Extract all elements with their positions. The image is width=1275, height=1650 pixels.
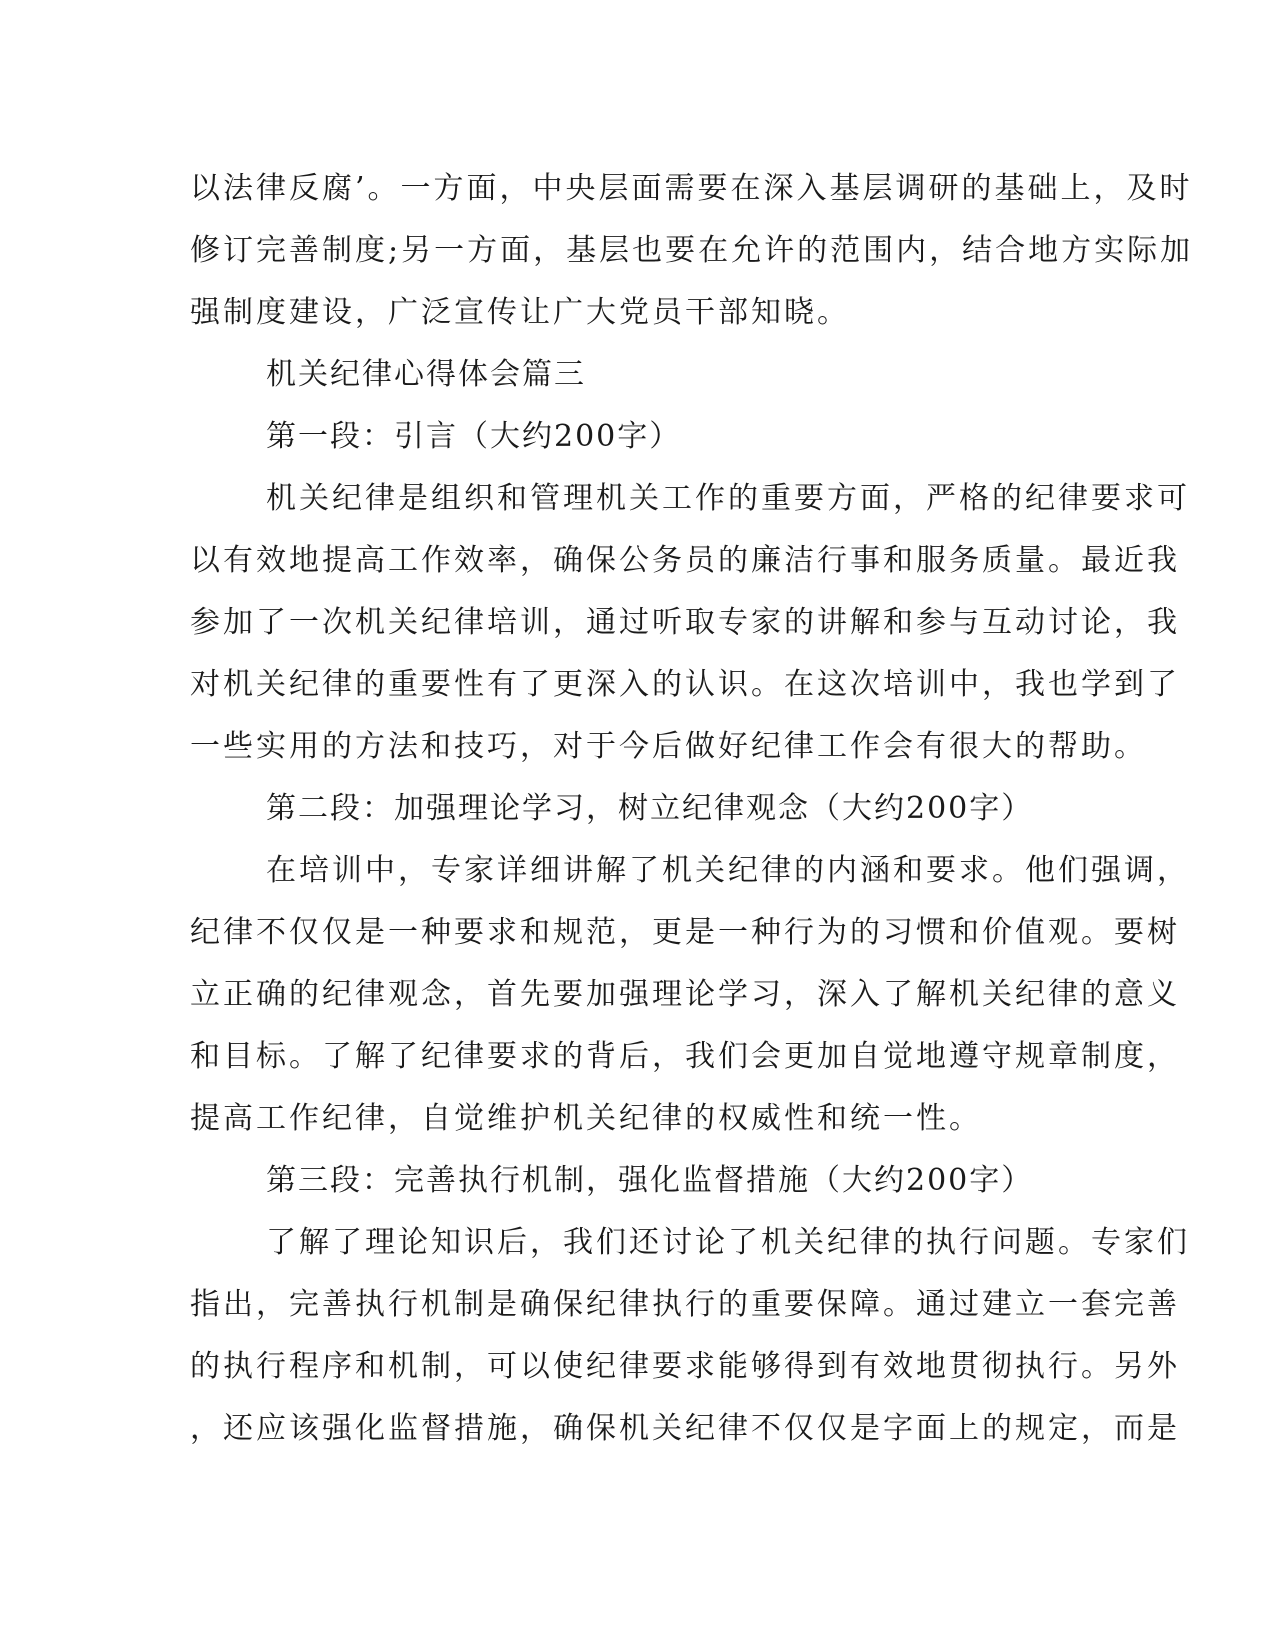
text-line-14: 立正确的纪律观念，首先要加强理论学习，深入了解机关纪律的意义 bbox=[190, 977, 1180, 1012]
text-line-2: 修订完善制度;另一方面，基层也要在允许的范围内，结合地方实际加 bbox=[190, 233, 1194, 268]
paragraph-heading-2: 第二段：加强理论学习，树立纪律观念（大约200字） bbox=[266, 791, 1034, 826]
text-line-7: 以有效地提高工作效率，确保公务员的廉洁行事和服务质量。最近我 bbox=[190, 543, 1180, 578]
text-line-8: 参加了一次机关纪律培训，通过听取专家的讲解和参与互动讨论，我 bbox=[190, 605, 1180, 640]
text-line-1: 以法律反腐’。一方面，中央层面需要在深入基层调研的基础上，及时 bbox=[190, 171, 1193, 206]
text-line-6: 机关纪律是组织和管理机关工作的重要方面，严格的纪律要求可 bbox=[266, 481, 1190, 516]
section-title: 机关纪律心得体会篇三 bbox=[266, 357, 586, 392]
paragraph-heading-1: 第一段：引言（大约200字） bbox=[266, 419, 682, 454]
text-line-20: 的执行程序和机制，可以使纪律要求能够得到有效地贯彻执行。另外 bbox=[190, 1349, 1180, 1384]
text-line-13: 纪律不仅仅是一种要求和规范，更是一种行为的习惯和价值观。要树 bbox=[190, 915, 1180, 950]
document-body bbox=[190, 158, 1194, 1460]
text-line-3: 强制度建设，广泛宣传让广大党员干部知晓。 bbox=[190, 295, 850, 330]
text-line-21: ，还应该强化监督措施，确保机关纪律不仅仅是字面上的规定，而是 bbox=[190, 1411, 1180, 1446]
text-line-19: 指出，完善执行机制是确保纪律执行的重要保障。通过建立一套完善 bbox=[190, 1287, 1180, 1322]
paragraph-heading-3: 第三段：完善执行机制，强化监督措施（大约200字） bbox=[266, 1163, 1034, 1198]
text-line-12: 在培训中，专家详细讲解了机关纪律的内涵和要求。他们强调， bbox=[266, 853, 1190, 888]
text-line-15: 和目标。了解了纪律要求的背后，我们会更加自觉地遵守规章制度， bbox=[190, 1039, 1180, 1074]
text-line-9: 对机关纪律的重要性有了更深入的认识。在这次培训中，我也学到了 bbox=[190, 667, 1180, 702]
text-line-10: 一些实用的方法和技巧，对于今后做好纪律工作会有很大的帮助。 bbox=[190, 729, 1147, 764]
text-line-18: 了解了理论知识后，我们还讨论了机关纪律的执行问题。专家们 bbox=[266, 1225, 1190, 1260]
text-line-16: 提高工作纪律，自觉维护机关纪律的权威性和统一性。 bbox=[190, 1101, 982, 1136]
